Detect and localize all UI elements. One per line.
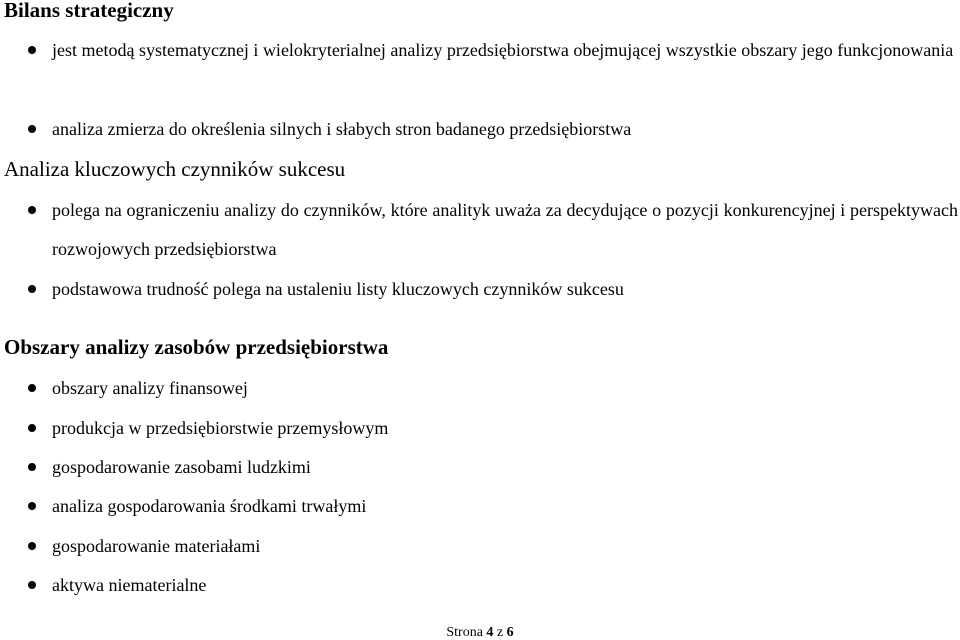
bullet-icon [28, 581, 36, 589]
footer-current-page: 4 [486, 625, 494, 640]
bullet-icon [28, 384, 36, 392]
bullet-icon [28, 542, 36, 550]
footer-separator: z [496, 625, 504, 640]
bullet-icon [28, 46, 36, 54]
bullet-icon [28, 206, 36, 214]
bullet-icon [28, 285, 36, 293]
list-item: polega na ograniczeniu analizy do czynników, które analityk uważa za decydujące o pozycji konkurencyjnej i perspektywach rozwojowych przedsiębiorstwa [52, 200, 958, 259]
section-heading-bilans: Bilans strategiczny [4, 0, 174, 22]
list-item: gospodarowanie materiałami [52, 536, 261, 556]
list-item: gospodarowanie zasobami ludzkimi [52, 457, 311, 477]
footer-label: Strona [446, 625, 483, 640]
list-item: analiza zmierza do określenia silnych i słabych stron badanego przedsiębiorstwa [52, 119, 632, 139]
list-item: produkcja w przedsiębiorstwie przemysłowym [52, 418, 389, 438]
list-item: aktywa niematerialne [52, 575, 207, 595]
page-footer [0, 626, 960, 640]
list-item: podstawowa trudność polega na ustaleniu listy kluczowych czynników sukcesu [52, 279, 624, 299]
list-item: analiza gospodarowania środkami trwałymi [52, 496, 367, 516]
section-heading-obszary: Obszary analizy zasobów przedsiębiorstwa [4, 335, 389, 359]
bullet-icon [28, 463, 36, 471]
footer-total-pages: 6 [506, 625, 514, 640]
bullet-icon [28, 125, 36, 133]
list-item: obszary analizy finansowej [52, 378, 248, 398]
bullet-icon [28, 502, 36, 510]
list-item: jest metodą systematycznej i wielokryterialnej analizy przedsiębiorstwa obejmującej wszystkie obszary jego funkcjonowania [52, 40, 954, 60]
bullet-icon [28, 424, 36, 432]
section-heading-analiza: Analiza kluczowych czynników sukcesu [4, 157, 346, 181]
